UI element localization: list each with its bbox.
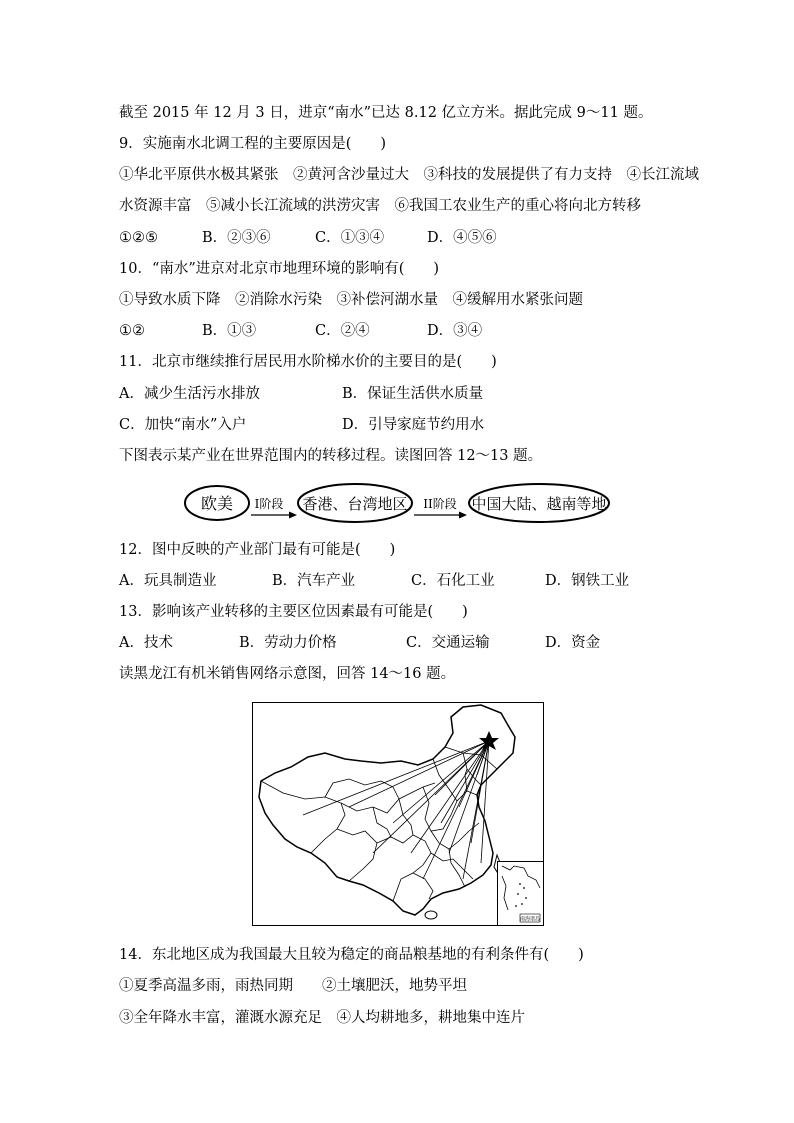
q14-stem: 14．东北地区成为我国最大且较为稳定的商品粮基地的有利条件有( ) bbox=[119, 947, 584, 963]
intro-figure-text: 下图表示某产业在世界范围内的转移过程。读图回答 12～13 题。 bbox=[119, 448, 543, 464]
node-mainland-vietnam-label: 中国大陆、越南等地 bbox=[471, 495, 607, 513]
q10-statements: ①导致水质下降 ②消除水污染 ③补偿河湖水量 ④缓解用水紧张问题 bbox=[119, 292, 583, 308]
q9-option-d: D．④⑤⑥ bbox=[427, 230, 497, 246]
q13-option-d: D．资金 bbox=[545, 635, 601, 651]
south-china-sea-inset bbox=[497, 861, 543, 925]
stage1-arrowhead bbox=[289, 512, 297, 519]
stage2-arrowhead bbox=[459, 512, 467, 519]
q11-option-b: B．保证生活供水质量 bbox=[342, 386, 484, 402]
q12-stem: 12．图中反映的产业部门最有可能是( ) bbox=[119, 542, 396, 558]
q12-option-c: C．石化工业 bbox=[411, 573, 495, 589]
industry-transfer-diagram bbox=[183, 482, 613, 524]
inset-label: 南海诸岛 bbox=[519, 916, 541, 923]
q10-stem: 10．“南水”进京对北京市地理环境的影响有( ) bbox=[119, 261, 440, 277]
q11-option-d: D．引导家庭节约用水 bbox=[342, 417, 485, 433]
q9-statements-line1: ①华北平原供水极其紧张 ②黄河含沙量过大 ③科技的发展提供了有力支持 ④长江流域 bbox=[119, 167, 699, 183]
inset-map bbox=[498, 862, 544, 926]
q14-statements-line2: ③全年降水丰富，灌溉水源充足 ④人均耕地多，耕地集中连片 bbox=[119, 1010, 525, 1026]
stage2-label: II阶段 bbox=[423, 497, 457, 511]
q12-option-b: B．汽车产业 bbox=[272, 573, 356, 589]
q9-option-c: C．①③④ bbox=[315, 230, 385, 246]
q13-option-a: A．技术 bbox=[119, 635, 173, 651]
q11-option-c: C．加快“南水”入户 bbox=[119, 417, 247, 433]
q11-stem: 11．北京市继续推行居民用水阶梯水价的主要目的是( ) bbox=[119, 354, 497, 370]
q10-option-a: ①② bbox=[119, 323, 145, 339]
q13-option-c: C．交通运输 bbox=[406, 635, 490, 651]
q13-stem: 13．影响该产业转移的主要区位因素最有可能是( ) bbox=[119, 604, 468, 620]
q14-statements-line1: ①夏季高温多雨，雨热同期 ②土壤肥沃，地势平坦 bbox=[119, 978, 467, 994]
hainan-island bbox=[425, 911, 437, 919]
rice-sales-network-map bbox=[252, 702, 544, 926]
q12-option-a: A．玩具制造业 bbox=[119, 573, 217, 589]
q9-stem: 9．实施南水北调工程的主要原因是( ) bbox=[119, 136, 387, 152]
q10-option-d: D．③④ bbox=[427, 323, 483, 339]
province-borders bbox=[261, 747, 497, 901]
q10-option-c: C．②④ bbox=[315, 323, 370, 339]
q9-option-a: ①②⑤ bbox=[119, 230, 158, 246]
node-hk-taiwan-label: 香港、台湾地区 bbox=[302, 495, 408, 513]
q13-option-b: B．劳动力价格 bbox=[239, 635, 337, 651]
q12-option-d: D．钢铁工业 bbox=[545, 573, 630, 589]
intro-text: 截至 2015 年 12 月 3 日，进京“南水”已达 8.12 亿立方米。据此完成 9～11 题。 bbox=[119, 105, 653, 121]
intro-map-text: 读黑龙江有机米销售网络示意图，回答 14～16 题。 bbox=[119, 666, 456, 682]
q11-option-a: A．减少生活污水排放 bbox=[119, 386, 260, 402]
q9-statements-line2: 水资源丰富 ⑤减小长江流域的洪涝灾害 ⑥我国工农业生产的重心将向北方转移 bbox=[119, 198, 641, 214]
q10-option-b: B．①③ bbox=[202, 323, 257, 339]
q9-option-b: B．②③⑥ bbox=[202, 230, 271, 246]
node-europe-america-label: 欧美 bbox=[200, 494, 234, 513]
stage1-label: I阶段 bbox=[254, 497, 284, 511]
